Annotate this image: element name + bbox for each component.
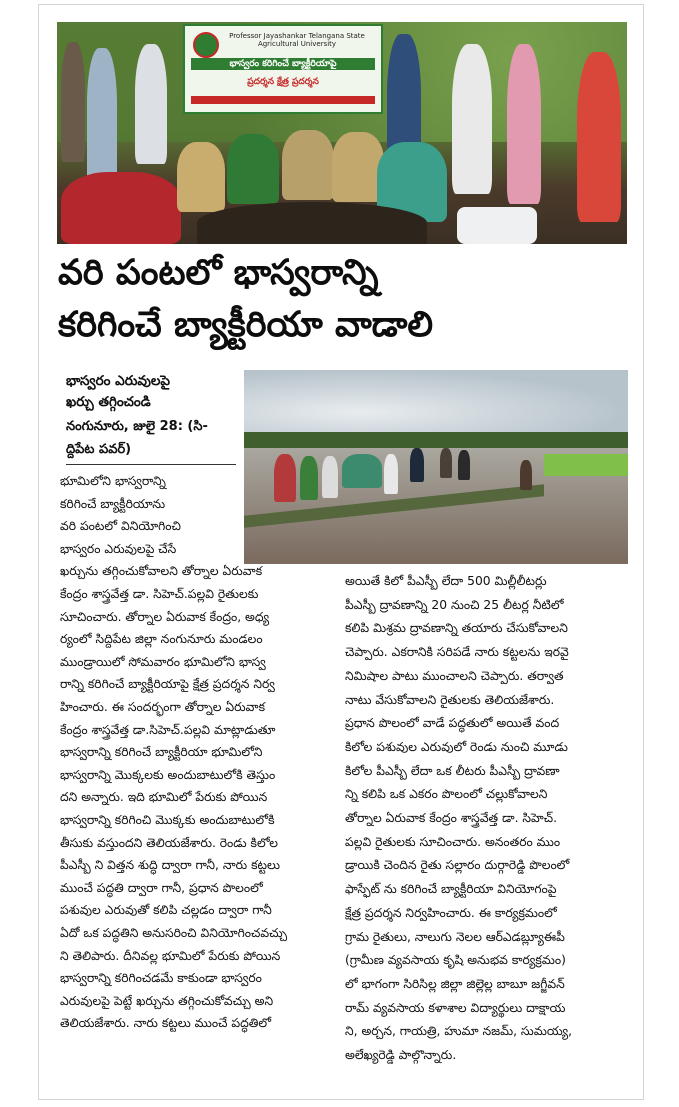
article-right-line: రామ్ వ్యవసాయ కళాశాల విద్యార్థులు దాక్షాయ — [345, 1000, 566, 1015]
article-left-line: ని తెలిపారు. దీనివల్ల భూమిలో పేరుకు పోయిన — [60, 948, 281, 963]
person-crouching — [227, 134, 279, 204]
article-right-line: కలిపి మిశ్రమ ద్రావణాన్ని తయారు చేసుకోవాలని — [345, 621, 568, 636]
sky-clouds — [244, 370, 628, 440]
person-standing — [452, 44, 492, 194]
article-right-line: లో భాగంగా సిరిసిల్ల జిల్లా జిల్లెల్ల బాబూ జగ్జీవన్ — [345, 976, 565, 991]
dateline-rule — [66, 464, 236, 465]
article-right-line: (గ్రామీణ వ్యవసాయ కృషి అనుభవ కార్యక్రమం) — [345, 953, 566, 968]
article-right-line: ప్రధాన పొలంలో వాడే పద్ధతులో అయితే వంద — [345, 716, 560, 731]
banner-title: భాస్వరం కరిగించే బ్యాక్టీరియాపై — [229, 59, 337, 69]
white-sack — [457, 207, 537, 244]
person-standing — [87, 48, 117, 188]
person-in-field — [322, 456, 338, 498]
person-standing — [577, 52, 621, 222]
person-in-field — [458, 450, 470, 480]
field-photo — [244, 370, 628, 564]
article-right-line: అయితే కిలో పీఎస్బీ లేదా 500 మిల్లీలీటర్లు — [345, 574, 547, 588]
article-left-line: భాస్వరాన్ని కరిగించి మొక్కకు అందుబాటులోకి — [60, 813, 275, 827]
article-left-line: సూచించారు. తోర్నాల ఏరువాక కేంద్రం, అధ్య — [60, 609, 270, 624]
headline-line-2: కరిగించే బ్యాక్టీరియా వాడాలి — [58, 305, 434, 345]
top-photo — [57, 22, 627, 244]
article-left-line: కరిగించే బ్యాక్టీరియాను — [60, 496, 166, 511]
article-right-line: ని, అర్చన, గాయత్రి, హుమా నజమ్, సుమయ్య, — [345, 1024, 573, 1039]
article-right-line: పీఎస్బీ ద్రావణాన్ని 20 నుంచి 25 లీటర్ల నీటిలో — [345, 597, 564, 612]
article-right-line: నాటు వేసుకోవాలని రైతులకు తెలియజేశారు. — [345, 692, 555, 707]
dateline-line-2: ద్దిపేట పవర్) — [66, 442, 132, 457]
person-in-field — [300, 456, 318, 500]
article-right-line: నిమిషాల పాటు ముంచాలని చెప్పారు. తర్వాత — [345, 668, 564, 683]
article-left-line: వరి పంటలో వినియోగించి — [60, 519, 181, 534]
banner-bottom-band — [191, 96, 375, 104]
banner-university: Professor Jayashankar Telangana State Agricultural University — [229, 32, 365, 48]
article-right-line: కిలోల పీఎస్బీ లేదా ఒక లీటరు పీఎస్బీ ద్రావణా — [345, 763, 560, 778]
person-in-field — [384, 454, 398, 494]
article-left-line: భూమిలోని భాస్వరాన్ని — [60, 474, 166, 488]
person-in-field — [520, 460, 532, 490]
banner-title-band — [191, 58, 375, 70]
green-field — [544, 454, 628, 476]
university-logo — [193, 32, 219, 58]
article-left-line: భాస్వరం ఎరువులపై చేసే — [60, 541, 177, 556]
banner-subtitle: ప్రదర్శన క్షేత్ర ప్రదర్శన — [247, 77, 319, 87]
person-standing — [61, 42, 85, 162]
article-left-line: భాస్వరాన్ని కరిగించడమే కాకుండా భాస్వరం — [60, 971, 262, 986]
article-left-line: ఖర్చును తగ్గించుకోవాలని తోర్నాల ఏరువాక — [60, 564, 263, 579]
person-crouching — [61, 172, 181, 244]
article-left-line: పశువుల ఎరువుతో కలిపి చల్లడం ద్వారా గానీ — [60, 903, 272, 918]
person-in-field — [440, 448, 452, 478]
article-left-line: దని అన్నారు. ఇది భూమిలో పేరుకు పోయిన — [60, 790, 268, 805]
soil-heap — [197, 202, 427, 244]
article-left-line: భాస్వరాన్ని కరిగించే బ్యాక్టీరియా భూమిలోని — [60, 745, 263, 760]
program-banner — [183, 24, 383, 114]
article-left-line: కేంద్రం శాస్త్రవేత్త డా. సిహెచ్.పల్లవి రైతులకు — [60, 587, 259, 601]
article-left-line: రాన్ని కరిగించే బ్యాక్టీరియాపై క్షేత్ర ప్రదర్శన నిర్వ — [60, 677, 275, 692]
article-right-line: తోర్నాల ఏరువాక కేంద్రం శాస్త్రవేత్త డా. సిహెచ్. — [345, 811, 557, 825]
article-left-line: ఎరువులపై పెట్టే ఖర్చును తగ్గించుకోవచ్చు అని — [60, 993, 274, 1008]
person-crouching — [282, 130, 334, 200]
subhead-line-1: భాస్వరం ఎరువులపై — [66, 373, 171, 389]
person-crouching — [177, 142, 225, 212]
article-right-line: పల్లవి రైతులకు సూచించారు. అనంతరం ముం — [345, 834, 561, 849]
article-right-line: డ్రాయికి చెందిన రైతు సల్లారం దుర్గారెడ్డి పొలంలో — [345, 858, 570, 873]
article-right-line: చెప్పారు. ఎకరానికి సరిపడే నారు కట్టలను ఇరవై — [345, 645, 569, 660]
article-left-line: ముండ్రాయిలో సోమవారం భూమిలోని భాస్వ — [60, 654, 266, 669]
headline-line-1: వరి పంటలో భాస్వరాన్ని — [58, 253, 379, 293]
article-right-line: క్షేత్ర ప్రదర్శన నిర్వహించారు. ఈ కార్యక్రమంలో — [345, 905, 557, 920]
person-standing — [507, 44, 541, 204]
article-right-line: గ్రామ రైతులు, నాలుగు నెలల ఆర్ఎడబ్ల్యూఈపీ — [345, 929, 565, 944]
article-left-line: భాస్వరాన్ని మొక్కలకు అందుబాటులోకి తెస్తుం — [60, 767, 276, 782]
tree-line — [244, 432, 628, 448]
article-left-line: ముంచే పద్ధతి ద్వారా గానీ, ప్రధాన పొలంలో — [60, 880, 263, 895]
article-right-line: కిలోల పశువుల ఎరువులో రెండు నుంచి మూడు — [345, 739, 568, 754]
article-left-line: ర్యంలో సిద్దిపేట జిల్లా నంగునూరు మండలం — [60, 632, 263, 647]
person-in-field — [410, 448, 424, 482]
article-right-line: అలేఖ్యరెడ్డి పాల్గొన్నారు. — [345, 1048, 457, 1062]
article-left-line: కేంద్రం శాస్త్రవేత్త డా.సిహెచ్.పల్లవి మాట్లాడుతూ — [60, 722, 276, 737]
article-left-line: తెలియజేశారు. నారు కట్టలు ముంచే పద్ధతిలో — [60, 1016, 272, 1031]
article-left-line: ఏదో ఒక పద్ధతిని అనుసరించి వినియోగించవచ్చు — [60, 926, 288, 940]
person-in-field — [342, 454, 382, 488]
article-left-line: హించారు. ఈ సందర్భంగా తోర్నాల ఏరువాక — [60, 700, 266, 714]
article-left-line: తీసుకు వస్తుందని తెలియజేశారు. రెండు కిలోల — [60, 835, 278, 850]
person-in-field — [274, 454, 296, 502]
dateline-line-1: నంగునూరు, జులై 28: (సి- — [66, 419, 208, 434]
subhead-line-2: ఖర్చు తగ్గించండి — [66, 394, 151, 410]
article-right-line: ఫాస్ఫేట్ ను కరిగించే బ్యాక్టీరియా వినియోగంపై — [345, 882, 557, 897]
article-left-line: పీఎస్బీ ని విత్తన శుద్ధి ద్వారా గానీ, నారు కట్టలు — [60, 858, 280, 873]
article-right-line: న్ని కలిపి ఒక ఎకరం పొలంలో చల్లుకోవాలని — [345, 787, 548, 802]
person-standing — [135, 44, 167, 164]
